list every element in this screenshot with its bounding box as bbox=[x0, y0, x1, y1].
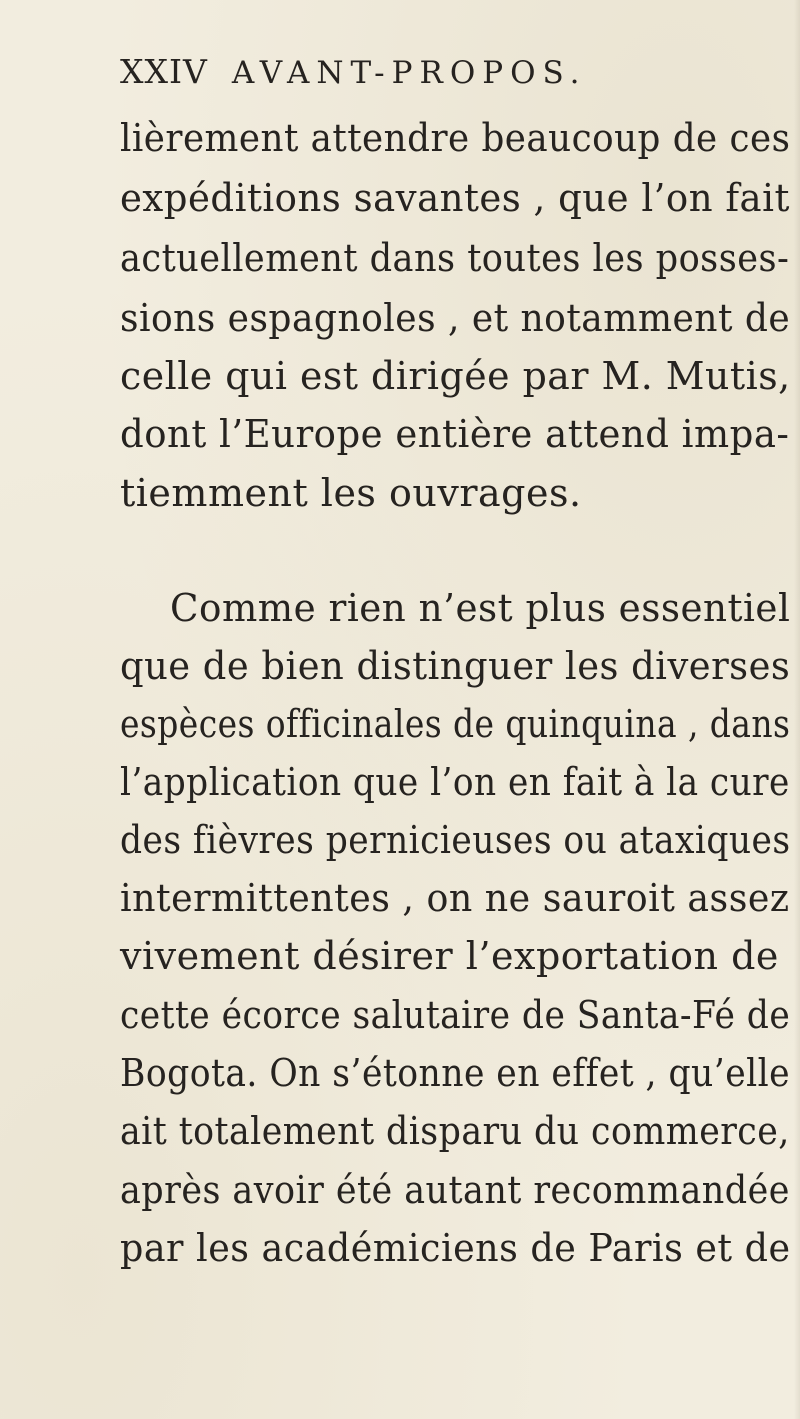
text-line: l’application que l’on en fait à la cure bbox=[120, 760, 790, 804]
text-line: celle qui est dirigée par M. Mutis, bbox=[120, 354, 791, 398]
text-line: que de bien distinguer les diverses bbox=[120, 644, 791, 688]
text-line: dont l’Europe entière attend impa- bbox=[120, 412, 790, 456]
text-line: par les académiciens de Paris et de bbox=[120, 1226, 791, 1270]
text-line: après avoir été autant recommandée bbox=[120, 1168, 790, 1212]
text-line: actuellement dans toutes les posses- bbox=[120, 236, 790, 280]
page-number: XXIV bbox=[120, 52, 208, 91]
text-line: lièrement attendre beaucoup de ces bbox=[120, 116, 791, 160]
text-line: vivement désirer l’exportation de bbox=[120, 934, 779, 978]
text-line: Bogota. On s’étonne en effet , qu’elle bbox=[120, 1051, 791, 1095]
page-header bbox=[120, 42, 680, 102]
text-line: intermittentes , on ne sauroit assez bbox=[120, 876, 790, 920]
running-title: AVANT-PROPOS. bbox=[231, 55, 587, 91]
text-line: expéditions savantes , que l’on fait bbox=[120, 176, 790, 220]
text-line: des fièvres pernicieuses ou ataxiques bbox=[120, 818, 791, 862]
text-line: cette écorce salutaire de Santa-Fé de bbox=[120, 993, 791, 1037]
page-edge-shadow bbox=[794, 0, 800, 1419]
text-line: tiemment les ouvrages. bbox=[120, 471, 582, 515]
text-line: Comme rien n’est plus essentiel bbox=[170, 586, 791, 630]
text-line: ait totalement disparu du commerce, bbox=[120, 1109, 790, 1153]
text-line: espèces officinales de quinquina , dans bbox=[120, 702, 791, 746]
text-line: sions espagnoles , et notamment de bbox=[120, 296, 791, 340]
